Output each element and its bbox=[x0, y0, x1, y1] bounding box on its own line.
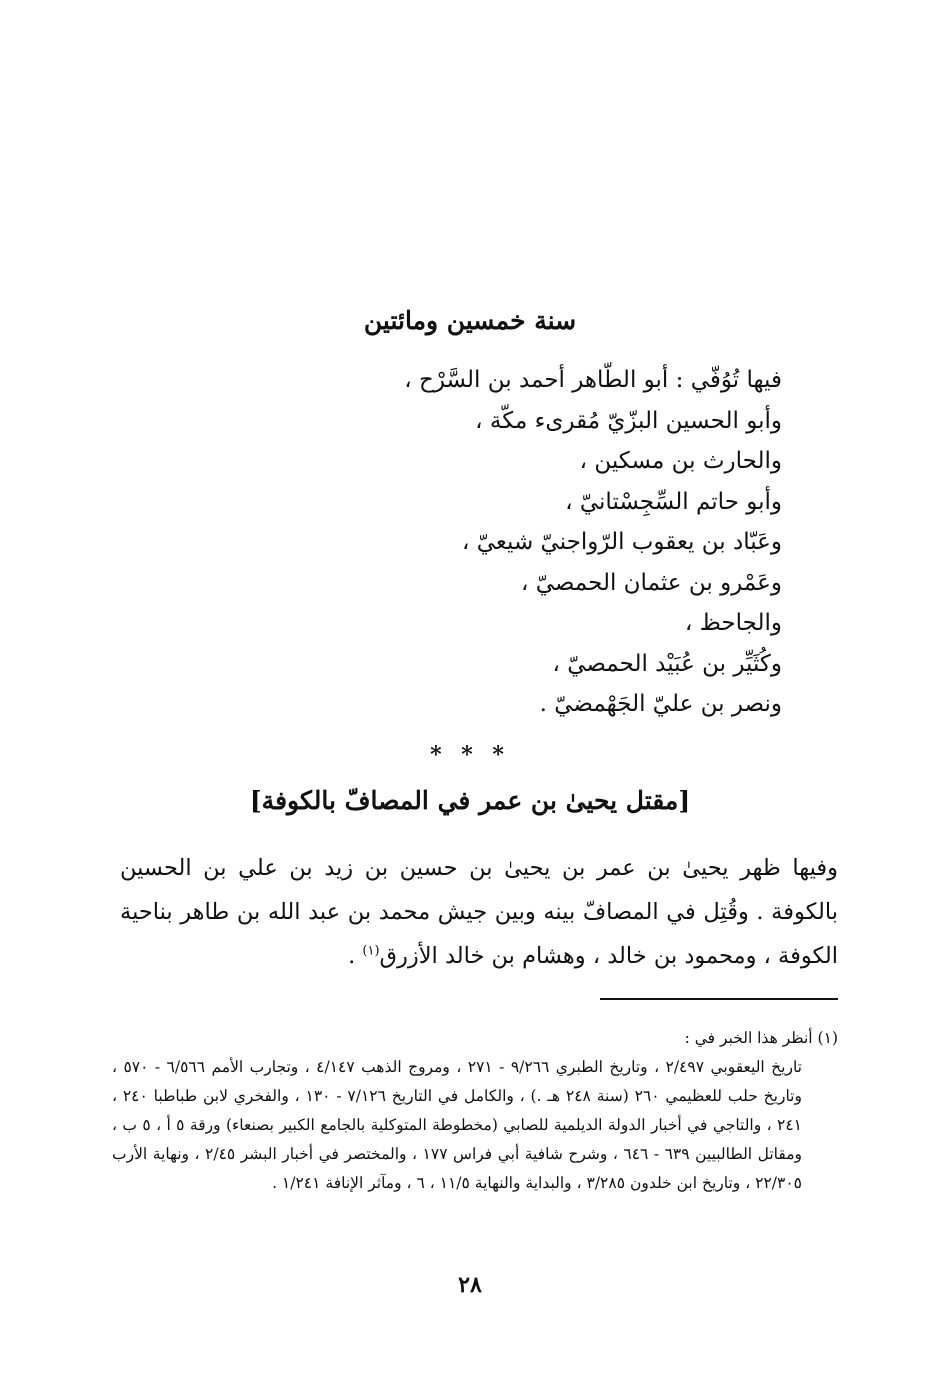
list-item: وأبو الحسين البزّيّ مُقرىء مكّة ، bbox=[475, 407, 782, 434]
list-item: فيها تُوُفّي : أبو الطّاهر أحمد بن السَّرْح ، bbox=[404, 367, 782, 393]
list-item: وعَبّاد بن يعقوب الرّواجنيّ شيعيّ ، bbox=[462, 529, 782, 555]
body-end: . bbox=[348, 943, 363, 969]
footnote-intro: أنظر هذا الخبر في : bbox=[684, 1029, 813, 1047]
list-item: ونصر بن عليّ الجَهْمضيّ . bbox=[539, 691, 782, 717]
body-text: وفيها ظهر يحيىٰ بن عمر بن يحيىٰ بن حسين بن زيد بن علي بن الحسين بالكوفة . وقُتِل في المصافّ بينه وبين جيش محمد بن عبد الله بن طاهر بناحية الكوفة ، ومحمود بن خالد ، وهشام بن خالد الأزرق bbox=[120, 855, 838, 969]
asterism-separator: * * * bbox=[430, 742, 510, 768]
footnote-marker: (١) bbox=[362, 943, 380, 959]
footnote bbox=[112, 1024, 838, 1198]
footnote-divider bbox=[600, 998, 838, 1000]
list-item: والجاحظ ، bbox=[684, 610, 782, 636]
page-number: ٢٨ bbox=[458, 1272, 482, 1298]
list-item: والحارث بن مسكين ، bbox=[579, 448, 782, 474]
body-paragraph bbox=[120, 846, 838, 978]
list-item: وعَمْرو بن عثمان الحمصيّ ، bbox=[520, 569, 782, 596]
footnote-header bbox=[112, 1024, 838, 1053]
footnote-number: (١) bbox=[817, 1029, 838, 1047]
section-title: سنة خمسين ومائتين bbox=[363, 306, 577, 335]
footnote-text: تاريخ اليعقوبي ٢/٤٩٧ ، وتاريخ الطبري ٩/٢٦٦ - ٢٧١ ، ومروج الذهب ٤/١٤٧ ، وتجارب الأمم ٦/٥٦٦ - ٥٧٠ ، وتاريخ حلب للعظيمي ٢٦٠ (سنة ٢٤٨ هـ .) ، والكامل في التاريخ ٧/١٢٦ - ١٣٠ ، والفخري لابن طباطبا ٢٤٠ ، ٢٤١ ، والتاجي في أخبار الدولة الديلمية للصابي (مخطوطة المتوكلية بالجامع الكبير بصنعاء) ورقة ٥ أ ، ٥ ب ، ومقاتل الطالبيين ٦٣٩ - ٦٤٦ ، وشرح شافية أبي فراس ١٧٧ ، والمختصر في أخبار البشر ٢/٤٥ ، ونهاية الأرب ٢٢/٣٠٥ ، وتاريخ ابن خلدون ٣/٢٨٥ ، والبداية والنهاية ١١/٥ ، ٦ ، ومآثر الإنافة ١/٢٤١ . bbox=[112, 1058, 803, 1192]
subheading: [مقتل يحيىٰ بن عمر في المصافّ بالكوفة] bbox=[249, 786, 691, 815]
deaths-list bbox=[222, 360, 782, 725]
list-item: وأبو حاتم السِّجِسْتانيّ ، bbox=[565, 488, 782, 515]
list-item: وكُثَيِّر بن عُبَيْد الحمصيّ ، bbox=[552, 650, 782, 677]
